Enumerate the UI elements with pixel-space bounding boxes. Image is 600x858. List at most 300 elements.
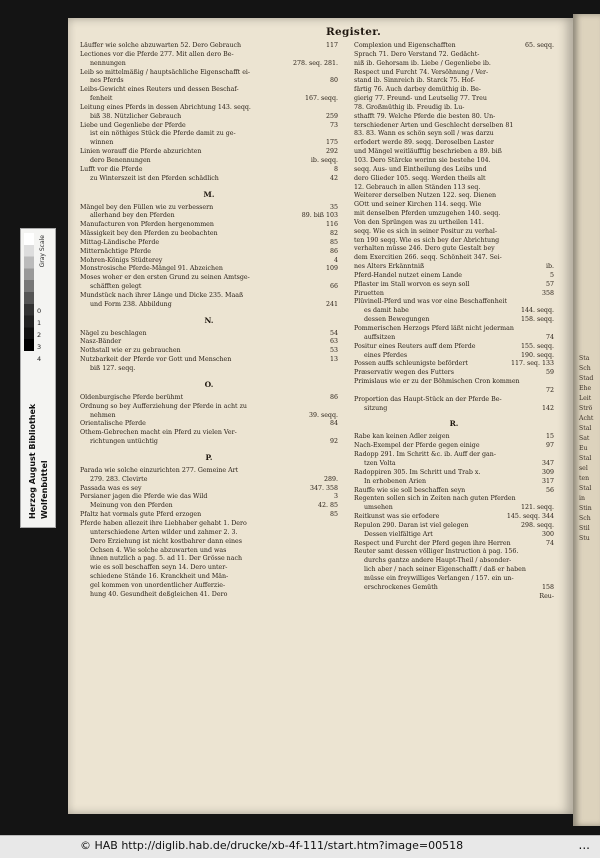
index-entry-text: Rabe kan keinen Adler zeigen xyxy=(354,433,450,441)
index-entry-text: Pommerischen Herzogs Pferd läßt nicht jederman xyxy=(354,325,514,332)
index-entry-page-ref: 309 xyxy=(541,468,554,476)
index-entry xyxy=(80,429,338,438)
gray-scale-label: Gray Scale xyxy=(39,235,46,268)
next-page-fragment: Sta xyxy=(579,355,590,362)
index-entry xyxy=(80,122,338,131)
index-entry-text: Orientalische Pferde xyxy=(80,420,146,428)
index-entry-text: erschrockenes Gemüth xyxy=(364,583,438,591)
index-entry-text: und Form 238. Abbildung xyxy=(90,300,172,308)
index-entry xyxy=(354,442,554,451)
index-entry xyxy=(80,502,338,511)
index-entry-text: hung 40. Gesundheit deßgleichen 41. Dero xyxy=(90,590,228,598)
index-entry-page-ref: 190. seqq. xyxy=(520,351,554,359)
index-entry-page-ref: 4 xyxy=(333,256,338,264)
next-page-fragment: sel xyxy=(579,465,588,472)
index-entry xyxy=(80,520,338,529)
index-entry xyxy=(80,166,338,175)
index-entry-text: 78. Großmüthig ib. Freudig ib. Lu- xyxy=(354,103,465,111)
index-entry xyxy=(354,86,554,95)
index-entry-text: Moses woher er den ersten Grund zu seinen Amtsge- xyxy=(80,274,250,282)
index-entry xyxy=(354,387,554,396)
next-page-fragment: ten xyxy=(579,475,590,482)
index-entry-page-ref: 42 xyxy=(329,174,338,182)
index-entry-text: Persianer jagen die Pferde wie das Wild xyxy=(80,493,208,501)
index-entry xyxy=(80,547,338,556)
index-entry-text: Respect und Furcht 74. Versöhnung / Ver- xyxy=(354,68,489,76)
index-entry-text: Ochsen 4. Wie solche abzuwarten und was xyxy=(90,546,227,554)
index-entry-text: seqq. Wie es sich in seiner Positur zu verhal- xyxy=(354,227,497,235)
index-entry xyxy=(354,42,554,51)
index-entry-page-ref: 158. seqq. xyxy=(520,316,554,324)
index-entry-text: Dero Erziehung ist nicht kostbahrer dann eines xyxy=(90,537,243,545)
index-entry xyxy=(80,212,338,221)
index-entry-text: nes Alters Erkänntniß xyxy=(354,263,425,271)
index-entry-text: verhalten müsse 246. Dero gute Gestalt bey xyxy=(354,245,495,253)
index-entry-page-ref: 145. seqq. 344 xyxy=(506,513,554,521)
index-entry-page-ref: 42. 85 xyxy=(317,502,338,510)
next-page-text xyxy=(579,354,599,544)
next-page-fragment: Leit xyxy=(579,395,592,402)
index-entry-text: sthafft 79. Welche Pferde die besten 80. Un- xyxy=(354,112,496,120)
index-entry-text: Lufft vor die Pferde xyxy=(80,165,143,173)
index-entry xyxy=(80,77,338,86)
index-entry-page-ref: Reu- xyxy=(539,592,554,600)
index-entry-page-ref: 73 xyxy=(329,121,338,129)
index-entry xyxy=(354,460,554,469)
index-entry-text: Proportion das Haupt-Stück an der Pferde Be- xyxy=(354,395,502,403)
index-entry-text: Ordnung so bey Aufferziehung der Pferde in acht zu xyxy=(80,402,247,410)
index-entry-text: Manufacturen von Pferden hergenommen xyxy=(80,221,214,229)
index-entry xyxy=(80,338,338,347)
index-entry-text: tzen Volta xyxy=(364,459,396,467)
cm-mark: 4 xyxy=(37,355,42,363)
index-entry-page-ref: 59 xyxy=(545,369,554,377)
index-section-letter: P. xyxy=(205,452,213,462)
index-entry xyxy=(354,184,554,193)
index-entry-text: eines Pferdes xyxy=(364,351,408,359)
index-entry-page-ref: 89. biß 103 xyxy=(301,212,338,220)
next-page-fragment: Sch xyxy=(579,365,591,372)
index-entry-text: Nach-Exempel der Pferde gegen einige xyxy=(354,442,480,450)
more-menu-icon[interactable]: ... xyxy=(578,838,590,852)
next-page-fragment: Strö xyxy=(579,405,593,412)
index-entry xyxy=(80,591,338,600)
index-entry xyxy=(354,228,554,237)
index-entry-page-ref: 116 xyxy=(325,221,338,229)
index-entry-text: dero Glieder 105. seqq. Werden theils alt xyxy=(354,174,486,182)
index-entry-page-ref: 8 xyxy=(333,165,338,173)
index-entry-text: biß 38. Nützlicher Gebrauch xyxy=(90,112,182,120)
index-entry-text: stand ib. Sinnreich ib. Starck 75. Hof- xyxy=(354,77,475,85)
index-entry-text: Reuter samt dessen völliger Instruction à pag. 156. xyxy=(354,548,519,556)
index-entry-text: niß ib. Gehorsam ib. Liebe / Gegenliebe ib. xyxy=(354,59,491,67)
index-entry xyxy=(354,298,554,307)
index-entry-text: Leib so mittelmäßig / hauptsächliche Eigenschafft ei- xyxy=(80,68,251,76)
index-entry-text: ist ein nöthiges Stück die Pferde damit zu ge- xyxy=(90,130,236,138)
index-entry-text: Plüvinell-Pferd und was vor eine Beschaffenheit xyxy=(354,298,508,306)
index-entry-text: Positur eines Reuters auff dem Pferde xyxy=(354,342,476,350)
index-entry-text: dem Exercitien 266. seqq. Schönheit 347. Sei- xyxy=(354,254,502,262)
index-entry xyxy=(80,257,338,266)
index-entry-page-ref: 72 xyxy=(545,386,554,394)
index-entry-text: allerhand bey den Pferden xyxy=(90,212,175,220)
index-section-letter: N. xyxy=(204,315,214,325)
next-page-fragment: Stad xyxy=(579,375,594,382)
index-entry-page-ref: 347 xyxy=(541,459,554,467)
index-entry-text: Mittag-Ländische Pferde xyxy=(80,238,160,246)
index-entry xyxy=(354,469,554,478)
index-entry-page-ref: 66 xyxy=(329,283,338,291)
index-entry-page-ref: 347. 358 xyxy=(309,484,338,492)
index-entry-text: Nothstall wie er zu gebrauchen xyxy=(80,347,181,355)
cm-mark: 1 xyxy=(37,319,42,327)
index-entry-text: schiedene Stände 16. Kranckheit und Män- xyxy=(90,573,229,581)
index-entry-text: Mitternächtige Pferde xyxy=(80,247,152,255)
index-entry xyxy=(354,122,554,131)
index-entry xyxy=(80,403,338,412)
index-entry-text: ihnen nutzlich a pag. 5. ad 11. Der Grösse nach xyxy=(90,555,243,563)
index-entry-text: es damit habe xyxy=(364,307,409,315)
index-section-letter: R. xyxy=(449,419,459,429)
index-entry-page-ref: 278. seq. 281. xyxy=(292,59,338,67)
index-entry-text: fenheit xyxy=(90,95,113,103)
next-page-fragment: Stin xyxy=(579,505,592,512)
index-entry xyxy=(354,148,554,157)
index-entry xyxy=(80,42,338,51)
next-page-fragment: Eu xyxy=(579,445,588,452)
index-entry xyxy=(80,157,338,166)
index-entry-text: Radopp 291. Im Schritt &c. ib. Auff der gan- xyxy=(354,451,496,459)
index-entry xyxy=(80,365,338,374)
index-entry-page-ref: ib. seqq. xyxy=(310,156,338,164)
next-page-edge xyxy=(573,14,600,826)
index-entry-page-ref: 13 xyxy=(329,356,338,364)
index-entry-page-ref: 35 xyxy=(329,203,338,211)
index-entry xyxy=(354,51,554,60)
index-entry-text: Pfaltz hat vormals gute Pferd erzogen xyxy=(80,511,202,519)
index-entry-text: Respect und Furcht der Pferd gegen ihre Herren xyxy=(354,539,511,547)
index-entry xyxy=(354,584,554,593)
index-entry-text: Von den Sprüngen was zu urtheilen 141. xyxy=(354,218,484,226)
index-entry-page-ref: 121. seqq. xyxy=(520,504,554,512)
index-entry xyxy=(354,396,554,405)
index-entry-page-ref: 80 xyxy=(329,77,338,85)
index-entry-text: Monstrosische Pferde-Mängel 91. Abzeichen xyxy=(80,265,223,273)
index-entry-page-ref: 84 xyxy=(329,420,338,428)
index-entry-text: gierig 77. Freund- und Leutselig 77. Treu xyxy=(354,95,487,103)
index-entry-text: dessen Bewegungen xyxy=(364,316,430,324)
cm-mark: 2 xyxy=(37,331,42,339)
index-entry xyxy=(80,582,338,591)
index-entry xyxy=(354,487,554,496)
index-entry xyxy=(80,221,338,230)
index-entry xyxy=(354,157,554,166)
index-entry xyxy=(354,531,554,540)
index-entry-text: Lectiones vor die Pferde 277. Mit allen dero Be- xyxy=(80,50,234,58)
index-entry xyxy=(80,104,338,113)
index-entry-text: Parada wie solche einzurichten 277. Gemeine Art xyxy=(80,466,239,474)
index-column-left xyxy=(80,42,338,600)
index-entry xyxy=(354,201,554,210)
index-entry xyxy=(354,290,554,299)
index-entry-page-ref: 86 xyxy=(329,393,338,401)
index-entry xyxy=(354,69,554,78)
index-entry xyxy=(80,292,338,301)
index-entry-text: Linien worauff die Pferde abzurichten xyxy=(80,148,202,156)
index-entry-text: Mängel bey den Füllen wie zu verbessern xyxy=(80,203,214,211)
index-entry xyxy=(354,593,554,602)
index-entry xyxy=(354,95,554,104)
index-entry-text: Regenten sollen sich in Zeiten nach guten Pferden xyxy=(354,495,516,503)
index-entry xyxy=(354,566,554,575)
index-entry xyxy=(80,230,338,239)
index-entry-text: sitzung xyxy=(364,404,388,412)
index-entry-text: nennungen xyxy=(90,59,126,67)
index-entry xyxy=(354,272,554,281)
index-entry-text: Præservativ wegen des Futters xyxy=(354,369,454,377)
index-entry xyxy=(354,360,554,369)
index-entry-page-ref: 317 xyxy=(541,477,554,485)
index-entry-page-ref: 289. xyxy=(323,475,338,483)
index-entry-text: terschiedener Arten und Geschlecht derselben 81 xyxy=(354,121,514,129)
viewer-footer xyxy=(0,835,600,858)
index-entry-text: Läuffer wie solche abzuwarten 52. Dero Gebrauch xyxy=(80,42,242,49)
index-entry xyxy=(80,274,338,283)
index-entry xyxy=(80,412,338,421)
index-entry xyxy=(80,139,338,148)
index-entry xyxy=(80,330,338,339)
index-entry-text: 279. 283. Clevirte xyxy=(90,475,148,483)
index-entry xyxy=(354,130,554,139)
index-entry-page-ref: 142 xyxy=(541,404,554,412)
index-entry-page-ref: 292 xyxy=(325,148,338,156)
index-entry-text: Radoppiren 305. Im Schritt und Trab x. xyxy=(354,468,481,476)
index-entry xyxy=(80,420,338,429)
index-entry xyxy=(354,307,554,316)
index-entry xyxy=(80,204,338,213)
index-entry-text: 12. Gebrauch in allen Ständen 113 seq. xyxy=(354,183,481,191)
index-entry-page-ref: 53 xyxy=(329,347,338,355)
index-entry xyxy=(80,283,338,292)
index-entry-text: unterschiedene Arten wilder und zahmer 2. 3. xyxy=(90,528,238,536)
index-entry-text: auffsitzen xyxy=(364,333,396,341)
index-entry xyxy=(354,219,554,228)
index-entry-text: Primislaus wie er zu der Böhmischen Cron kommen xyxy=(354,378,520,386)
color-calibration-ruler xyxy=(20,228,56,528)
next-page-fragment: Stil xyxy=(579,525,590,532)
index-entry xyxy=(354,495,554,504)
index-entry-text: mit denselben Pferden umzugehen 140. seqq. xyxy=(354,210,501,218)
index-entry xyxy=(80,86,338,95)
index-entry xyxy=(354,113,554,122)
index-entry xyxy=(354,245,554,254)
index-entry xyxy=(354,281,554,290)
index-entry-text: seqq. Aus- und Eintheilung des Leibs und xyxy=(354,165,487,173)
index-entry-text: wie es soll beschaffen seyn 14. Dero unter- xyxy=(90,564,228,572)
index-entry xyxy=(80,175,338,184)
index-entry-text: dero Benennungen xyxy=(90,156,151,164)
index-entry-text: Mundstück nach ihrer Länge und Dicke 235. Maaß xyxy=(80,291,244,299)
index-entry-text: In erhobenen Arien xyxy=(364,477,427,485)
index-entry-page-ref: 74 xyxy=(545,539,554,547)
index-entry xyxy=(354,405,554,414)
index-entry-text: Rauffe wie sie soll beschaffen seyn xyxy=(354,486,466,494)
index-column-right xyxy=(354,42,554,601)
index-entry xyxy=(80,248,338,257)
library-name: Herzog August Bibliothek Wolfenbüttel xyxy=(28,403,49,519)
index-entry xyxy=(80,538,338,547)
index-entry xyxy=(354,210,554,219)
index-entry xyxy=(354,352,554,361)
gray-scale-strip xyxy=(24,233,34,351)
index-entry xyxy=(354,343,554,352)
index-entry-page-ref: 117. seq. 133 xyxy=(510,360,554,368)
index-entry-text: winnen xyxy=(90,139,114,147)
index-entry-page-ref: 3 xyxy=(333,493,338,501)
index-entry xyxy=(354,254,554,263)
index-entry xyxy=(80,485,338,494)
index-entry-text: Complexion und Eigenschafften xyxy=(354,42,456,49)
index-entry-page-ref: 300 xyxy=(541,530,554,538)
index-entry-text: färtig 76. Auch darbey demüthig ib. Be- xyxy=(354,86,481,94)
next-page-fragment: Stal xyxy=(579,455,592,462)
index-entry xyxy=(354,104,554,113)
index-entry-text: richtungen untüchtig xyxy=(90,438,158,446)
index-entry-text: Nutzbarkeit der Pferde vor Gott und Menschen xyxy=(80,356,232,364)
index-entry xyxy=(354,77,554,86)
index-entry xyxy=(354,334,554,343)
index-entry xyxy=(80,130,338,139)
index-entry-text: Repulon 290. Daran ist viel gelegen xyxy=(354,521,469,529)
index-entry xyxy=(80,95,338,104)
index-entry xyxy=(354,513,554,522)
next-page-fragment: Sch xyxy=(579,515,591,522)
index-entry-page-ref: 86 xyxy=(329,247,338,255)
index-entry-page-ref: 175 xyxy=(325,139,338,147)
index-entry xyxy=(80,467,338,476)
index-entry xyxy=(354,504,554,513)
index-entry xyxy=(80,438,338,447)
index-entry xyxy=(354,369,554,378)
index-entry-text: Pflaster im Stall worvon es seyn soll xyxy=(354,280,470,288)
index-entry xyxy=(80,148,338,157)
index-entry-text: 103. Dero Stärcke worinn sie bestehe 104. xyxy=(354,156,491,164)
index-section-letter: O. xyxy=(204,379,214,389)
page-header: Register. xyxy=(326,26,382,38)
next-page-fragment: Stal xyxy=(579,425,592,432)
index-entry-page-ref: 56 xyxy=(545,486,554,494)
index-entry-page-ref: 144. seqq. xyxy=(520,307,554,315)
index-entry xyxy=(80,113,338,122)
index-entry-page-ref: 65. seqq. xyxy=(524,42,554,49)
index-entry xyxy=(80,356,338,365)
index-entry-page-ref: ib. xyxy=(545,263,554,271)
cm-mark: 0 xyxy=(37,307,42,315)
index-entry xyxy=(80,301,338,310)
index-entry-text: Meinung von den Pferden xyxy=(90,502,173,510)
index-entry-text: biß 127. seqq. xyxy=(90,365,136,372)
index-entry-text: Passada was es sey xyxy=(80,484,142,492)
index-entry xyxy=(354,263,554,272)
index-entry xyxy=(80,564,338,573)
index-entry-text: Dessen vielfältige Art xyxy=(364,530,433,538)
index-entry xyxy=(80,511,338,520)
index-entry-text: erfodert werde 89. seqq. Deroselben Laster xyxy=(354,139,494,147)
index-entry xyxy=(80,239,338,248)
index-entry-text: nes Pferds xyxy=(90,77,124,85)
cm-mark: 3 xyxy=(37,343,42,351)
index-entry xyxy=(354,166,554,175)
index-entry-text: und Mängel weitläufftig beschrieben a 89. biß xyxy=(354,148,502,156)
next-page-fragment: in xyxy=(579,495,585,502)
index-entry-text: Nägel zu beschlagen xyxy=(80,329,147,337)
index-entry-page-ref: 54 xyxy=(329,329,338,337)
index-entry-page-ref: 85 xyxy=(329,238,338,246)
index-entry-text: Piruetten xyxy=(354,289,384,297)
index-entry-text: Othem-Gebrechen macht ein Pferd zu vielen Ver- xyxy=(80,429,237,437)
index-entry xyxy=(80,529,338,538)
index-entry-text: gel kommen von unordentlicher Aufferzie- xyxy=(90,581,226,589)
cm-scale xyxy=(37,307,53,363)
index-entry-page-ref: 74 xyxy=(545,333,554,341)
index-entry-page-ref: 155. seqq. xyxy=(520,342,554,350)
index-entry-text: Nasz-Bänder xyxy=(80,338,122,346)
index-section-letter: M. xyxy=(203,189,215,199)
index-entry xyxy=(354,478,554,487)
index-entry-page-ref: 92 xyxy=(329,438,338,446)
index-entry xyxy=(354,139,554,148)
index-entry-text: umsehen xyxy=(364,504,393,512)
index-entry-page-ref: 82 xyxy=(329,230,338,238)
index-entry-text: Leibs-Gewicht eines Reuters und dessen Beschaf- xyxy=(80,86,239,94)
next-page-fragment: Stal xyxy=(579,485,592,492)
index-entry-text: 83. 83. Wann es schön seyn soll / was darzu xyxy=(354,130,494,138)
index-entry-page-ref: 97 xyxy=(545,442,554,450)
next-page-fragment: Ehe xyxy=(579,385,592,392)
index-entry-text: Sprach 71. Dero Verstand 72. Gedächt- xyxy=(354,50,480,58)
index-entry xyxy=(80,51,338,60)
index-entry-text: Mohren-Königs Stüdterey xyxy=(80,256,163,264)
index-entry-text: müsse ein freywilliges Verlangen / 157. ein un- xyxy=(364,574,514,582)
next-page-fragment: Sat xyxy=(579,435,590,442)
index-entry-page-ref: 85 xyxy=(329,511,338,519)
source-url[interactable]: © HAB http://diglib.hab.de/drucke/xb-4f-111/start.htm?image=00518 xyxy=(80,839,464,852)
index-entry xyxy=(354,433,554,442)
index-entry-text: Possen auffs schleunigste befördert xyxy=(354,360,468,368)
index-entry-page-ref: 5 xyxy=(549,271,554,279)
index-entry xyxy=(354,175,554,184)
index-entry-text: ten 190 seqq. Wie es sich bey der Abrichtung xyxy=(354,236,500,244)
index-entry xyxy=(354,451,554,460)
index-entry-page-ref: 298. seqq. xyxy=(520,521,554,529)
index-entry-page-ref: 158 xyxy=(541,583,554,591)
index-entry-page-ref: 259 xyxy=(325,112,338,120)
index-entry-page-ref: 57 xyxy=(545,280,554,288)
next-page-fragment: Acht xyxy=(579,415,594,422)
index-entry xyxy=(80,476,338,485)
index-entry-text: lich aber / nach seiner Eigenschafft / daß er haben xyxy=(364,566,526,574)
index-entry xyxy=(354,522,554,531)
index-entry-page-ref: 15 xyxy=(545,433,554,441)
index-entry-text: Weiterer derselben Nutzen 122. seq. Dienen xyxy=(354,192,497,200)
index-entry xyxy=(354,557,554,566)
index-entry xyxy=(80,493,338,502)
next-page-fragment: Stu xyxy=(579,535,590,542)
index-entry xyxy=(354,378,554,387)
index-entry-page-ref: 358 xyxy=(541,289,554,297)
index-entry xyxy=(354,192,554,201)
index-entry-page-ref: 117 xyxy=(325,42,338,49)
